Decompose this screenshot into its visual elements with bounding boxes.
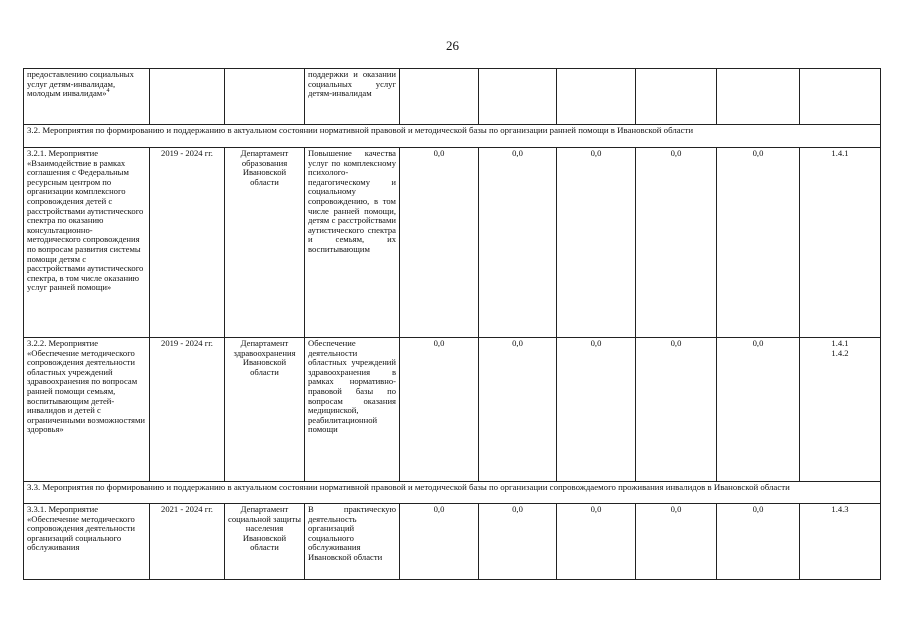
program-activities-table [23,68,881,580]
value-cell: 0,0 [636,148,717,338]
value-cell: 0,0 [717,504,800,580]
table-row [24,338,881,482]
period-cell: 2019 - 2024 гг. [150,148,225,338]
value-cell: 0,0 [479,148,557,338]
value-cell: 0,0 [479,504,557,580]
section-header-row [24,125,881,148]
table-row [24,148,881,338]
indicator-cell: 1.4.1 1.4.2 [800,338,881,482]
result-cell: Повышение качества услуг по комплексному психолого-педагогическому и социальному сопровождению, в том числе ранней помощи, детям с расстройствами аутистического спектра и семьям, их воспитывающим [305,148,400,338]
table-row [24,504,881,580]
value-cell [400,69,479,125]
result-cell: В практическую деятельность организаций социального обслуживания Ивановской области [305,504,400,580]
period-cell [150,69,225,125]
executor-cell [225,69,305,125]
section-title: 3.2. Мероприятия по формированию и поддержанию в актуальном состоянии нормативной правовой и методической базы по организации ранней помощи в Ивановской области [24,125,881,148]
value-cell: 0,0 [557,504,636,580]
executor-cell: Департамент здравоохранения Ивановской области [225,338,305,482]
activity-name-cell: 3.3.1. Мероприятие «Обеспечение методического сопровождения деятельности организаций социального обслуживания [24,504,150,580]
value-cell [557,69,636,125]
value-cell [717,69,800,125]
activity-name-cell: 3.2.1. Мероприятие «Взаимодействие в рамках соглашения с Федеральным ресурсным центром по организации комплексного сопровождения детей с расстройствами аутистического спектра по оказанию консультационно-методического сопровождения по вопросам развития системы помощи детям с расстройствами аутистического спектра, в том числе оказанию услуг ранней помощи» [24,148,150,338]
result-cell: Обеспечение деятельности областных учреждений здравоохранения в рамках нормативно-правовой базы по вопросам оказания медицинской, реабилитационной помощи [305,338,400,482]
value-cell: 0,0 [557,148,636,338]
executor-cell: Департамент образования Ивановской области [225,148,305,338]
value-cell: 0,0 [400,504,479,580]
executor-cell: Департамент социальной защиты населения Ивановской области [225,504,305,580]
page-number: 26 [446,38,459,53]
indicator-cell: 1.4.1 [800,148,881,338]
result-cell: поддержки и оказании социальных услуг детям-инвалидам [305,69,400,125]
value-cell: 0,0 [400,338,479,482]
value-cell [479,69,557,125]
section-header-row [24,482,881,504]
value-cell [636,69,717,125]
value-cell: 0,0 [636,504,717,580]
activity-name-cell: 3.2.2. Мероприятие «Обеспечение методического сопровождения деятельности областных учреждений здравоохранения по вопросам ранней помощи семьям, воспитывающим детей-инвалидов и детей с ограниченными возможностями здоровья» [24,338,150,482]
activity-name-cell: предоставлению социальных услуг детям-инвалидам, молодым инвалидам»$^4$ [24,69,150,125]
table-row [24,69,881,125]
period-cell: 2021 - 2024 гг. [150,504,225,580]
value-cell: 0,0 [557,338,636,482]
section-title: 3.3. Мероприятия по формированию и поддержанию в актуальном состоянии нормативной правовой и методической базы по организации сопровождаемого проживания инвалидов в Ивановской области [24,482,881,504]
value-cell: 0,0 [479,338,557,482]
value-cell: 0,0 [717,148,800,338]
period-cell: 2019 - 2024 гг. [150,338,225,482]
indicator-cell [800,69,881,125]
indicator-cell: 1.4.3 [800,504,881,580]
value-cell: 0,0 [636,338,717,482]
value-cell: 0,0 [717,338,800,482]
value-cell: 0,0 [400,148,479,338]
footnote-mark: 4 [106,88,110,95]
